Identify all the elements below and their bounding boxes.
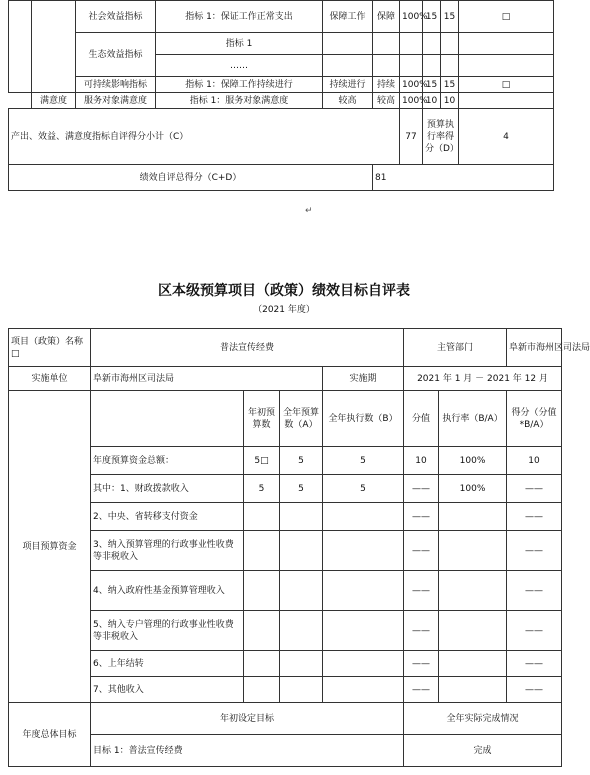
fund-initial — [244, 531, 280, 571]
fund-exec — [323, 531, 404, 571]
period-label: 实施期 — [323, 367, 404, 391]
indicator-target — [323, 55, 373, 77]
fund-exec — [323, 677, 404, 703]
fund-rate — [439, 531, 507, 571]
indicator-note: □ — [459, 1, 554, 33]
indicator-name: 指标 1：服务对象满意度 — [156, 93, 323, 109]
dept-label: 主管部门 — [404, 329, 507, 367]
fund-rate — [439, 571, 507, 611]
header-annual-exec: 全年执行数（B） — [323, 391, 404, 447]
indicator-rate: 100% — [400, 1, 423, 33]
indicator-actual — [373, 33, 400, 55]
page-subtitle: （2021 年度） — [253, 305, 315, 315]
fund-row-label: 4、纳入政府性基金预算管理收入 — [91, 571, 244, 611]
fund-score: —— — [507, 677, 562, 703]
subtotal-value: 77 — [400, 109, 423, 165]
table-row — [9, 391, 562, 447]
fund-exec — [323, 611, 404, 651]
fund-rate: 100% — [439, 475, 507, 503]
table-row — [9, 611, 562, 651]
indicator-name: 指标 1 — [156, 33, 323, 55]
indicator-category: 可持续影响指标 — [76, 77, 156, 93]
indicator-target: 持续进行 — [323, 77, 373, 93]
top-indicator-table — [8, 0, 554, 191]
fund-row-label: 3、纳入预算管理的行政事业性收费等非税收入 — [91, 531, 244, 571]
fund-initial — [244, 651, 280, 677]
table-row — [9, 475, 562, 503]
table-row — [9, 571, 562, 611]
table-row — [9, 329, 562, 367]
fund-score: —— — [507, 475, 562, 503]
fund-rate — [439, 651, 507, 677]
indicator-actual: 较高 — [373, 93, 400, 109]
fund-score-value: —— — [404, 651, 439, 677]
fund-row-label: 其中：1、财政拨款收入 — [91, 475, 244, 503]
fund-initial — [244, 571, 280, 611]
indicator-primary: 满意度 — [32, 93, 76, 109]
fund-score-value: —— — [404, 677, 439, 703]
goal-set-header: 年初设定目标 — [91, 703, 404, 735]
indicator-score: 15 — [441, 1, 459, 33]
funds-label: 项目预算资金 — [9, 391, 91, 703]
header-score: 得分（分值*B/A） — [507, 391, 562, 447]
indicator-score: 15 — [441, 77, 459, 93]
fund-rate — [439, 503, 507, 531]
indicator-score — [441, 55, 459, 77]
indicator-actual — [373, 55, 400, 77]
blank-cell — [91, 391, 244, 447]
fund-rate — [439, 611, 507, 651]
table-row — [9, 677, 562, 703]
fund-exec — [323, 651, 404, 677]
fund-annual — [280, 531, 323, 571]
fund-row-label: 6、上年结转 — [91, 651, 244, 677]
fund-annual: 5 — [280, 475, 323, 503]
indicator-score-set — [423, 33, 441, 55]
fund-initial: 5 — [244, 475, 280, 503]
table-row — [9, 651, 562, 677]
fund-initial: 5□ — [244, 447, 280, 475]
fund-score: —— — [507, 531, 562, 571]
table-row — [9, 33, 554, 55]
exec-score-value: 4 — [459, 109, 554, 165]
fund-score-value: —— — [404, 531, 439, 571]
fund-score: —— — [507, 571, 562, 611]
fund-score-value: —— — [404, 611, 439, 651]
indicator-rate: 100% — [400, 77, 423, 93]
goal-done-text: 完成 — [404, 735, 562, 767]
indicator-score-set — [423, 55, 441, 77]
blank-cell — [32, 1, 76, 93]
indicator-name: 指标 1：保证工作正常支出 — [156, 1, 323, 33]
total-row — [9, 165, 554, 191]
page-title: 区本级预算项目（政策）绩效目标自评表 — [158, 283, 410, 299]
indicator-target: 保障工作 — [323, 1, 373, 33]
header-initial-budget: 年初预算数 — [244, 391, 280, 447]
fund-exec — [323, 503, 404, 531]
table-row — [9, 531, 562, 571]
indicator-category: 生态效益指标 — [76, 33, 156, 77]
indicator-score-set: 15 — [423, 77, 441, 93]
indicator-rate: 100% — [400, 93, 423, 109]
table-row — [9, 735, 562, 767]
table-row — [9, 703, 562, 735]
fund-annual — [280, 677, 323, 703]
annual-goal-label: 年度总体目标 — [9, 703, 91, 767]
fund-score-value: —— — [404, 571, 439, 611]
fund-row-label: 年度预算资金总额： — [91, 447, 244, 475]
fund-row-label: 5、纳入专户管理的行政事业性收费等非税收入 — [91, 611, 244, 651]
table-row — [9, 1, 554, 33]
project-name-value: 普法宣传经费 — [91, 329, 404, 367]
goal-done-header: 全年实际完成情况 — [404, 703, 562, 735]
indicator-category: 服务对象满意度 — [76, 93, 156, 109]
fund-exec: 5 — [323, 475, 404, 503]
header-annual-budget: 全年预算数（A） — [280, 391, 323, 447]
fund-score-value: 10 — [404, 447, 439, 475]
indicator-score-set: 10 — [423, 93, 441, 109]
performance-table — [8, 328, 590, 767]
indicator-rate — [400, 33, 423, 55]
indicator-name: …… — [156, 55, 323, 77]
blank-cell — [9, 93, 32, 109]
table-row — [9, 93, 554, 109]
fund-score: —— — [507, 503, 562, 531]
fund-score: —— — [507, 611, 562, 651]
fund-exec — [323, 571, 404, 611]
fund-rate — [439, 677, 507, 703]
fund-rate: 100% — [439, 447, 507, 475]
table-row — [9, 503, 562, 531]
period-value: 2021 年 1 月 － 2021 年 12 月 — [404, 367, 562, 391]
fund-annual: 5 — [280, 447, 323, 475]
indicator-note — [459, 55, 554, 77]
fund-annual — [280, 611, 323, 651]
indicator-actual: 保障 — [373, 1, 400, 33]
paragraph-mark: ↵ — [305, 206, 313, 216]
dept-value: 阜新市海州区司法局 — [507, 329, 562, 367]
indicator-score: 10 — [441, 93, 459, 109]
fund-score-value: —— — [404, 503, 439, 531]
table-row — [9, 77, 554, 93]
indicator-name: 指标 1：保障工作持续进行 — [156, 77, 323, 93]
exec-score-label: 预算执行率得分（D） — [423, 109, 459, 165]
fund-score: 10 — [507, 447, 562, 475]
indicator-score — [441, 33, 459, 55]
fund-annual — [280, 571, 323, 611]
subtotal-label: 产出、效益、满意度指标自评得分小计（C） — [9, 109, 400, 165]
header-exec-rate: 执行率（B/A） — [439, 391, 507, 447]
fund-row-label: 2、中央、省转移支付资金 — [91, 503, 244, 531]
unit-value: 阜新市海州区司法局 — [91, 367, 323, 391]
fund-initial — [244, 677, 280, 703]
indicator-category: 社会效益指标 — [76, 1, 156, 33]
goal-text: 目标 1：普法宣传经费 — [91, 735, 404, 767]
total-value: 81 — [373, 165, 554, 191]
indicator-actual: 持续 — [373, 77, 400, 93]
indicator-note — [459, 93, 554, 109]
indicator-target: 较高 — [323, 93, 373, 109]
indicator-score-set: 15 — [423, 1, 441, 33]
fund-initial — [244, 611, 280, 651]
fund-initial — [244, 503, 280, 531]
project-name-label: 项目（政策）名称□ — [9, 329, 91, 367]
header-score-value: 分值 — [404, 391, 439, 447]
fund-exec: 5 — [323, 447, 404, 475]
fund-score: —— — [507, 651, 562, 677]
fund-annual — [280, 651, 323, 677]
blank-cell — [9, 1, 32, 93]
indicator-note — [459, 33, 554, 55]
indicator-note: □ — [459, 77, 554, 93]
table-row — [9, 367, 562, 391]
table-row — [9, 447, 562, 475]
fund-row-label: 7、其他收入 — [91, 677, 244, 703]
indicator-rate — [400, 55, 423, 77]
fund-annual — [280, 503, 323, 531]
unit-label: 实施单位 — [9, 367, 91, 391]
indicator-target — [323, 33, 373, 55]
total-label: 绩效自评总得分（C+D） — [9, 165, 373, 191]
fund-score-value: —— — [404, 475, 439, 503]
subtotal-row — [9, 109, 554, 165]
